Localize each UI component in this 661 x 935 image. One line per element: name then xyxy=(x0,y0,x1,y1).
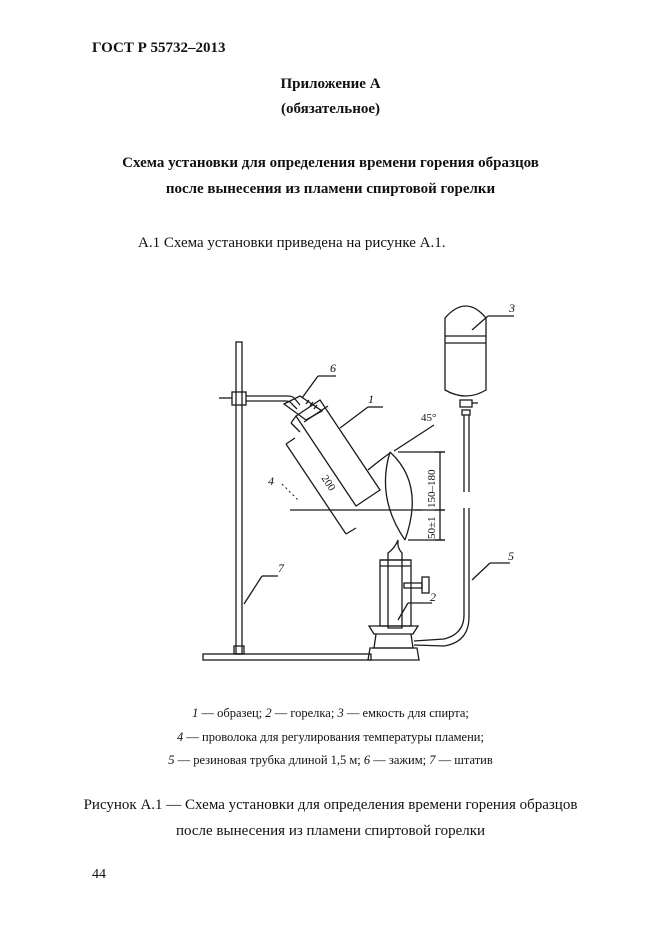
stand-rod xyxy=(236,342,242,654)
legend-text-3: — емкость для спирта; xyxy=(343,706,469,720)
dimension-angle: 45° xyxy=(421,412,437,424)
clamp-block xyxy=(232,392,246,405)
figure-caption-line2: после вынесения из пламени спиртовой горелки xyxy=(175,823,486,839)
legend-text-1: — образец; xyxy=(198,706,266,720)
legend-line2 xyxy=(0,730,661,745)
callout-6: 6 xyxy=(330,361,336,375)
body-paragraph: А.1 Схема установки приведена на рисунке А.1. xyxy=(138,235,446,251)
legend-text-6: — зажим; xyxy=(370,753,430,767)
section-heading-line1: Схема установки для определения времени горения образцов xyxy=(122,155,539,171)
legend-line3 xyxy=(0,753,661,768)
appendix-status: (обязательное) xyxy=(280,101,381,117)
callout-4: 4 xyxy=(268,474,274,488)
callout-3: 3 xyxy=(509,301,515,315)
callout-2: 2 xyxy=(430,590,436,604)
dimension-length: 200 xyxy=(318,472,338,494)
alcohol-vessel xyxy=(445,306,486,396)
page-number: 44 xyxy=(92,867,106,882)
legend-text-2: — горелка; xyxy=(271,706,338,720)
document-standard-header: ГОСТ Р 55732–2013 xyxy=(92,40,226,56)
appendix-title: Приложение А xyxy=(280,76,381,92)
legend-num-4: 4 xyxy=(177,730,184,744)
legend-text-4: — проволока для регулирования температуры пламени; xyxy=(183,730,484,744)
dimension-height-range: 150–180 xyxy=(426,469,438,508)
flame xyxy=(390,452,412,540)
legend-num-7: 7 xyxy=(429,753,436,767)
legend-num-5: 5 xyxy=(168,753,175,767)
legend-num-1: 1 xyxy=(192,706,199,720)
callout-1: 1 xyxy=(368,392,374,406)
burner xyxy=(388,540,402,628)
clamp xyxy=(284,396,322,420)
dimension-height-flame: 50±1 xyxy=(426,516,438,539)
section-heading-line2: после вынесения из пламени спиртовой горелки xyxy=(165,181,496,197)
stand-base xyxy=(203,654,371,660)
legend-line1 xyxy=(0,706,661,721)
callout-7: 7 xyxy=(278,561,284,575)
legend-num-3: 3 xyxy=(337,706,344,720)
legend-num-6: 6 xyxy=(363,753,371,767)
callout-5: 5 xyxy=(508,549,514,563)
rubber-tube xyxy=(414,508,464,641)
specimen xyxy=(296,400,380,506)
figure-caption-line1: Рисунок А.1 — Схема установки для определения времени горения образцов xyxy=(83,797,578,813)
legend-text-5: — резиновая трубка длиной 1,5 м; xyxy=(174,753,364,767)
legend-text-7: — штатив xyxy=(435,753,493,767)
legend-num-2: 2 xyxy=(265,706,272,720)
